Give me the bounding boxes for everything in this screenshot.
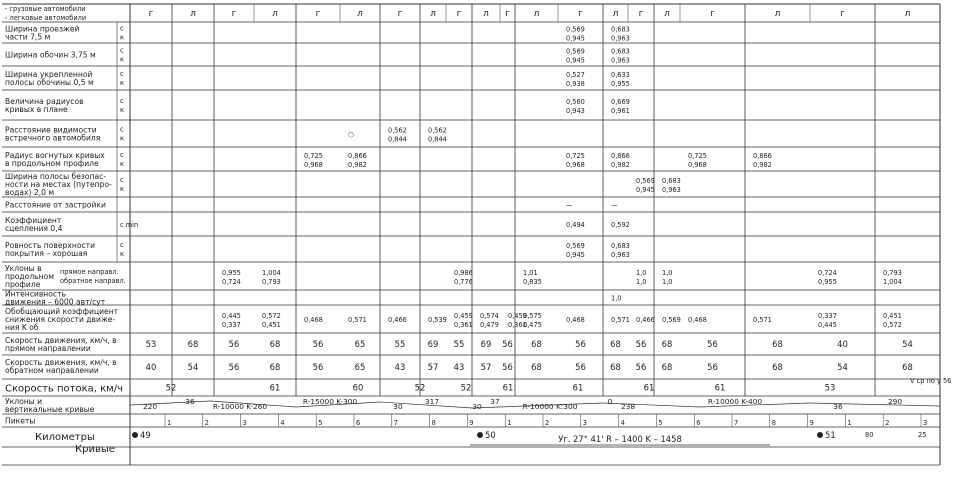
- speed-value: 65: [354, 339, 366, 349]
- table-grid: [2, 4, 940, 465]
- picket-number: 2: [885, 419, 890, 427]
- row-ck-mark: с: [120, 24, 124, 33]
- speed-value: 56: [228, 362, 240, 372]
- row-label-lane_width: Ширина проезжей: [5, 24, 80, 34]
- speed-value: 57: [427, 362, 439, 372]
- value-top: 0,562: [428, 126, 447, 135]
- speed-value: 40: [145, 362, 157, 372]
- picket-number: 1: [847, 419, 852, 427]
- row-ck-mark: к: [120, 33, 124, 42]
- speed-value: 68: [531, 362, 542, 372]
- row-ck-mark: с: [120, 70, 124, 78]
- value-top: 0,539: [428, 316, 447, 324]
- value-bottom: 0,955: [818, 278, 837, 286]
- profile-element: 238: [620, 402, 636, 411]
- row-label-gradients: продольном: [5, 272, 54, 281]
- value-top: 0,569: [636, 177, 655, 185]
- row-label-shoulder_width: Ширина обочин 3,75 м: [5, 50, 96, 60]
- value-top: 0,569: [566, 242, 585, 250]
- row-label-gradients: профиле: [5, 280, 41, 289]
- flow-speed-value: 61: [269, 382, 281, 393]
- profile-element: R-10000 K-400: [707, 397, 763, 406]
- picket-number: 1: [167, 419, 172, 427]
- header-letter: л: [904, 9, 911, 19]
- speed-value: 54: [187, 362, 199, 372]
- value-bottom: 0,793: [262, 278, 281, 286]
- picket-number: 4: [280, 419, 285, 427]
- speed-value: 56: [312, 362, 324, 372]
- speed-value: 68: [610, 339, 621, 349]
- value-bottom: 0,945: [566, 34, 585, 43]
- header-letter: л: [190, 9, 196, 19]
- flow-speed-value: 52: [165, 382, 177, 393]
- flow-speed-value: 52: [414, 382, 426, 393]
- profile-label: Уклоны и: [5, 397, 43, 406]
- value-bottom: 0,945: [566, 251, 585, 259]
- header-letter: л: [272, 9, 278, 19]
- speed-value: 55: [453, 339, 465, 349]
- row-label-intensity: движения – 6000 авт/сут: [5, 297, 106, 307]
- row-ck-mark: к: [120, 55, 124, 64]
- kilometer-number: 50: [485, 430, 496, 440]
- row-ck-mark: с: [120, 241, 124, 249]
- speed-value: 56: [635, 339, 647, 349]
- speed-value: 56: [707, 362, 718, 372]
- row-label-gradients: Уклоны в: [5, 264, 42, 273]
- speed-value: 56: [575, 362, 586, 372]
- speed-row-label: Скорость движения, км/ч, в: [5, 358, 117, 367]
- speed-value: 56: [635, 362, 647, 372]
- pickets-label: Пикеты: [5, 416, 36, 426]
- speed-value: 40: [837, 339, 848, 349]
- row-ck-mark: к: [120, 160, 124, 168]
- value-top: 0,337: [818, 312, 837, 320]
- speed-value: 68: [902, 362, 913, 372]
- row-label-vertical_radius: в продольном профиле: [5, 159, 99, 168]
- row-label-surface: Ровность поверхности: [5, 241, 96, 250]
- picket-number: 2: [545, 419, 550, 427]
- table-values: [146, 9, 952, 393]
- profile-and-curves: [132, 397, 927, 444]
- value-top: 0,574: [480, 312, 499, 320]
- value-top: 0,955: [222, 269, 241, 277]
- header-letter: г: [578, 9, 583, 19]
- value-bottom: 0,945: [636, 186, 655, 194]
- flow-speed-value: 60: [352, 382, 364, 393]
- picket-number: 5: [658, 419, 663, 427]
- speed-value: 68: [269, 339, 281, 349]
- value-top: 1,0: [636, 269, 647, 277]
- picket-number: 6: [356, 419, 361, 427]
- value-bottom: 0,963: [611, 56, 630, 65]
- value-top: —: [566, 201, 573, 210]
- picket-number: 8: [431, 419, 436, 427]
- value-top: 0,724: [818, 269, 837, 277]
- profile-line: [810, 403, 940, 406]
- speed-value: 53: [145, 339, 157, 349]
- speed-value: 68: [661, 339, 673, 349]
- row-ck-mark: c min: [120, 221, 139, 229]
- speed-value: 68: [187, 339, 199, 349]
- value-top: 0,527: [566, 71, 585, 79]
- speed-value: 68: [772, 339, 783, 349]
- value-top: 0,572: [262, 312, 281, 320]
- row-labels: [5, 5, 138, 455]
- kilometers-label: Километры: [35, 432, 95, 443]
- row-label-adhesion: Коэффициент: [5, 216, 62, 225]
- speed-value: 54: [902, 339, 913, 349]
- value-bottom: 1,0: [636, 278, 647, 286]
- header-letter: г: [505, 9, 510, 19]
- speed-value: 43: [394, 362, 406, 372]
- picket-number: 6: [696, 419, 701, 427]
- speed-value: 56: [312, 339, 324, 349]
- speed-value: 68: [269, 362, 281, 372]
- value-top: 0,725: [566, 152, 585, 160]
- row-label-safety_strip: Ширина полосы безопас-: [5, 172, 107, 181]
- row-ck-mark: с: [120, 46, 124, 55]
- curve-note: 80: [865, 431, 874, 439]
- profile-element: 36: [833, 402, 843, 411]
- value-top: 0,560: [566, 98, 585, 106]
- profile-element: 37: [490, 397, 500, 406]
- value-top: 0,466: [636, 316, 655, 324]
- row-ck-mark: к: [120, 134, 124, 143]
- value-bottom: 0,982: [753, 161, 772, 169]
- value-top: 0,569: [662, 316, 681, 324]
- picket-number: 3: [923, 419, 928, 427]
- value-top: 0,468: [688, 316, 707, 324]
- speed-value: 56: [707, 339, 718, 349]
- value-bottom: 0,982: [348, 161, 367, 169]
- flow-speed-value: 52: [460, 382, 472, 393]
- kilometer-post: [817, 432, 823, 438]
- kilometer-post: [132, 432, 138, 438]
- flow-speed-value: 61: [572, 382, 584, 393]
- value-top: 0,725: [688, 152, 707, 160]
- value-top: 1,0: [611, 294, 622, 303]
- row-label-safety_strip: ности на местах (путепро-: [5, 180, 112, 189]
- profile-element: 317: [424, 397, 440, 406]
- value-top: 0,494: [566, 221, 585, 229]
- value-bottom: 0,945: [566, 56, 585, 65]
- curve-note: 25: [918, 431, 927, 439]
- row-ck-mark: с: [120, 97, 124, 105]
- value-top: 0,669: [611, 98, 630, 106]
- value-top: 0,569: [566, 47, 585, 56]
- row-label-building_distance: Расстояние от застройки: [5, 200, 106, 210]
- value-bottom: 0,963: [611, 251, 630, 259]
- value-bottom: 0,724: [222, 278, 241, 286]
- header-letter: г: [456, 9, 462, 19]
- flow-speed-value: 61: [502, 382, 514, 393]
- row-label-total_coef: Обобщающий коэффициент: [5, 307, 119, 316]
- profile-element: R-10000 K-260: [212, 402, 268, 411]
- value-top: 0,683: [611, 25, 630, 34]
- value-top: 0,571: [348, 316, 367, 324]
- value-top: 0,683: [611, 242, 630, 250]
- speed-value: 56: [228, 339, 240, 349]
- value-bottom: 0,968: [304, 161, 323, 169]
- header-letter: л: [664, 9, 670, 19]
- value-top: 0,562: [388, 126, 407, 135]
- profile-element: 290: [887, 397, 903, 406]
- flow-speed-value: 61: [643, 382, 655, 393]
- row-sublabel: обратное направл.: [60, 277, 126, 285]
- speed-value: 43: [453, 362, 465, 372]
- value-top: 1,004: [262, 269, 281, 277]
- value-top: 0,683: [662, 177, 681, 185]
- flow-speed-label: Скорость потока, км/ч: [5, 383, 123, 395]
- header-letter: л: [357, 9, 363, 19]
- header-letter: л: [612, 9, 619, 19]
- value-bottom: 0,361: [454, 321, 473, 329]
- speed-value: 69: [427, 339, 439, 349]
- row-label-reinforced_strip: полосы обочины 0,5 м: [5, 78, 94, 87]
- flow-speed-value: 61: [714, 382, 726, 393]
- value-top: 0,459: [508, 312, 527, 320]
- header-label: - легковые автомобили: [5, 14, 87, 22]
- row-label-adhesion: сцепления 0,4: [5, 224, 63, 233]
- speed-value: 68: [531, 339, 542, 349]
- row-ck-mark: к: [120, 250, 124, 258]
- picket-number: 5: [318, 419, 323, 427]
- header-letter: г: [315, 9, 321, 19]
- value-top: 0,451: [883, 312, 902, 320]
- profile-element: R-15000 K-300: [302, 397, 358, 406]
- row-label-plan_radius: кривых в плане: [5, 105, 68, 114]
- profile-element: 30: [472, 402, 482, 411]
- value-top: 1,01: [523, 269, 538, 277]
- picket-number: 9: [469, 419, 474, 427]
- flow-speed-value: 53: [824, 382, 836, 393]
- speed-value: 68: [610, 362, 621, 372]
- row-ck-mark: к: [120, 79, 124, 87]
- row-label-visibility: встречного автомобиля: [5, 133, 101, 143]
- speed-value: 68: [772, 362, 783, 372]
- header-letter: г: [638, 9, 644, 19]
- profile-element: 220: [142, 402, 158, 411]
- header-letter: г: [231, 9, 237, 19]
- row-label-plan_radius: Величина радиусов: [5, 97, 84, 106]
- value-bottom: 0,963: [662, 186, 681, 194]
- value-bottom: 0,963: [611, 34, 630, 43]
- value-top: 0,633: [611, 71, 630, 79]
- profile-element: 0: [607, 397, 613, 406]
- header-letter: г: [840, 9, 845, 19]
- value-bottom: 0,451: [262, 321, 281, 329]
- value-top: 0,571: [611, 316, 630, 324]
- row-ck-mark: с: [120, 151, 124, 159]
- row-ck-mark: с: [120, 125, 124, 134]
- row-ck-mark: к: [120, 185, 124, 193]
- value-bottom: 0,479: [480, 321, 499, 329]
- profile-element: 30: [393, 402, 403, 411]
- value-bottom: 0,955: [611, 80, 630, 88]
- kilometer-number: 51: [825, 430, 836, 440]
- header-label: - грузовые автомобили: [5, 5, 86, 13]
- row-label-reinforced_strip: Ширина укрепленной: [5, 70, 93, 79]
- speed-value: 56: [575, 339, 586, 349]
- header-letter: л: [533, 9, 540, 19]
- speed-value: 54: [837, 362, 848, 372]
- picket-number: 7: [393, 419, 399, 427]
- curve-parameters: Уг. 27° 41' R – 1400 K – 1458: [558, 434, 682, 444]
- value-bottom: 0,982: [611, 161, 630, 169]
- speed-value: 65: [354, 362, 366, 372]
- value-bottom: 0,961: [611, 107, 630, 115]
- picket-number: 8: [771, 419, 777, 427]
- value-top: 0,468: [304, 316, 323, 324]
- row-ck-mark: к: [120, 106, 124, 114]
- header-letter: г: [397, 9, 403, 19]
- value-top: 0,683: [611, 47, 630, 56]
- value-bottom: 0,337: [222, 321, 241, 329]
- picket-number: 4: [620, 419, 625, 427]
- row-ck-mark: с: [120, 176, 124, 184]
- speed-value: 55: [394, 339, 406, 349]
- value-bottom: 0,938: [566, 80, 585, 88]
- row-sublabel: прямое направл.: [60, 268, 119, 276]
- picket-number: 3: [582, 419, 588, 427]
- value-bottom: 0,968: [688, 161, 707, 169]
- value-bottom: 0,968: [566, 161, 585, 169]
- row-label-intensity: Интенсивность: [5, 289, 66, 299]
- value-top: 0,571: [753, 316, 772, 324]
- value-top: 0,866: [348, 152, 367, 160]
- speed-row-label: обратном направлении: [5, 366, 99, 375]
- value-bottom: 0,361: [508, 321, 527, 329]
- value-bottom: 0,475: [523, 321, 542, 329]
- value-top: 1,0: [662, 269, 673, 277]
- speed-value: 56: [502, 362, 513, 372]
- value-top: —: [611, 201, 618, 210]
- value-top: 0,466: [388, 316, 407, 324]
- value-top: 0,445: [222, 312, 241, 320]
- row-label-total_coef: ния K об: [5, 323, 39, 332]
- value-bottom: 0,844: [428, 135, 447, 144]
- speed-value: 69: [480, 339, 492, 349]
- picket-number: 3: [242, 419, 247, 427]
- profile-element: R-10000 K:300: [522, 402, 578, 411]
- picket-number: 9: [809, 419, 814, 427]
- speed-row-label: Скорость движения, км/ч, в: [5, 336, 117, 345]
- kilometer-post: [477, 432, 483, 438]
- profile-element: 36: [185, 397, 195, 406]
- avg-speed-note: V ср по у 56: [910, 377, 952, 385]
- header-letter: г: [148, 9, 154, 19]
- value-bottom: 0,445: [818, 321, 837, 329]
- value-bottom: 0,572: [883, 321, 902, 329]
- row-label-total_coef: снижения скорости движе-: [5, 315, 116, 324]
- profile-label: вертикальные кривые: [5, 405, 95, 414]
- speed-value: 56: [502, 339, 513, 349]
- value-bottom: 1,0: [662, 278, 673, 286]
- kilometer-number: 49: [140, 430, 151, 440]
- header-letter: г: [710, 9, 715, 19]
- curves-label: Кривые: [75, 444, 115, 455]
- value-top: 0,866: [611, 152, 630, 160]
- value-top: 0,793: [883, 269, 902, 277]
- row-label-visibility: Расстояние видимости: [5, 125, 97, 135]
- speed-row-label: прямом направлении: [5, 344, 91, 353]
- value-top: 0,575: [523, 312, 542, 320]
- value-top: 0,459: [454, 312, 473, 320]
- speed-value: 68: [661, 362, 673, 372]
- row-label-lane_width: части 7,5 м: [5, 32, 51, 42]
- value-top: 0,986: [454, 269, 473, 277]
- value-bottom: 0,835: [523, 278, 542, 286]
- row-label-surface: покрытия – хорошая: [5, 249, 88, 258]
- value-top: 0,468: [566, 316, 585, 324]
- value-top: 0,866: [753, 152, 772, 160]
- value-top: 0,725: [304, 152, 323, 160]
- value-bottom: 0,943: [566, 107, 585, 115]
- header-letter: л: [483, 9, 489, 19]
- picket-number: 1: [507, 419, 512, 427]
- value-bottom: 0,776: [454, 278, 473, 286]
- value-bottom: 0,844: [388, 135, 407, 144]
- value-top: 0,569: [566, 25, 585, 34]
- row-label-safety_strip: водах) 2,0 м: [5, 188, 55, 197]
- header-letter: л: [430, 9, 436, 19]
- picket-number: 2: [204, 419, 210, 427]
- speed-value: 57: [480, 362, 492, 372]
- value-bottom: 1,004: [883, 278, 902, 286]
- value-top: ○: [348, 130, 354, 139]
- header-letter: л: [774, 9, 781, 19]
- picket-number: 7: [734, 419, 739, 427]
- value-top: 0,592: [611, 221, 630, 229]
- profile-line: [603, 403, 700, 407]
- row-label-vertical_radius: Радиус вогнутых кривых: [5, 151, 105, 160]
